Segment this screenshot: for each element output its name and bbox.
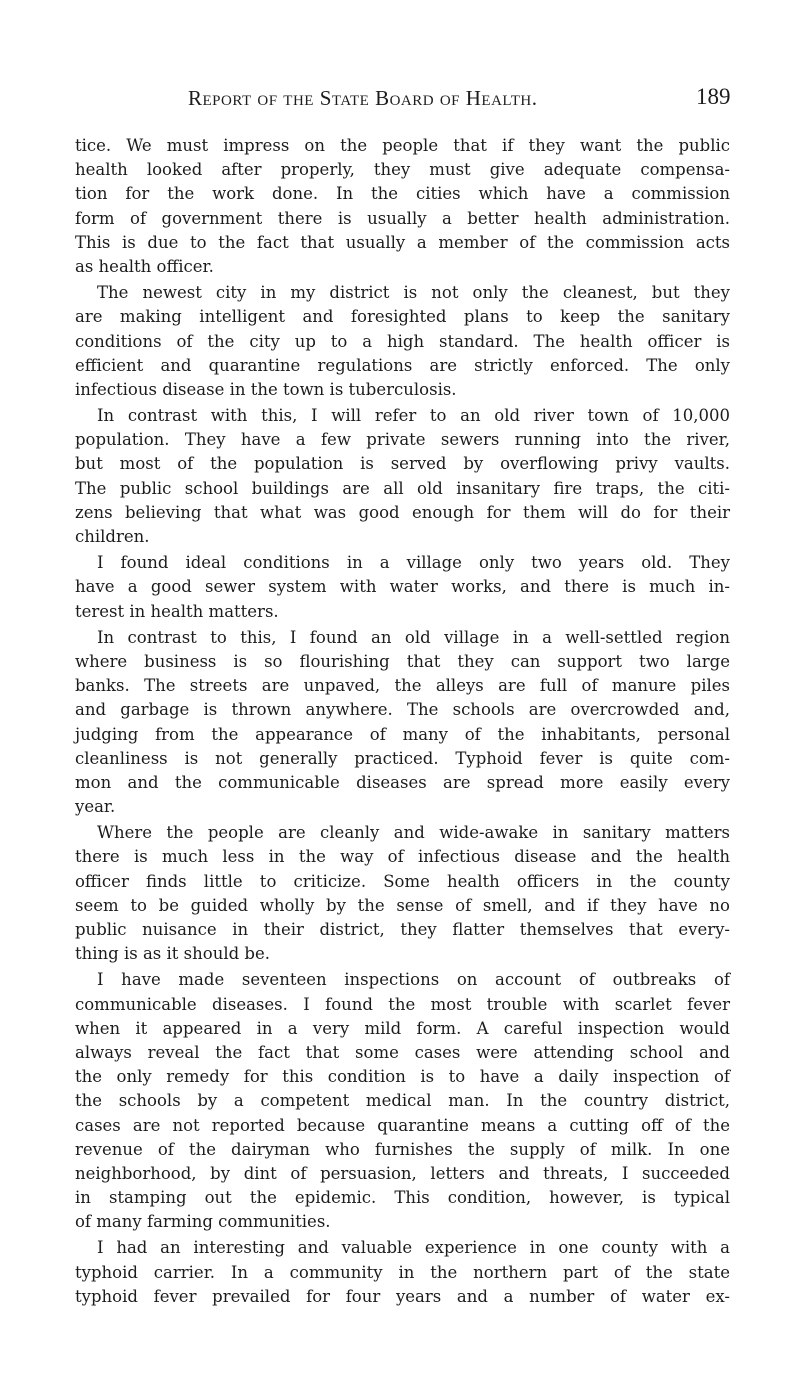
paragraph (75, 551, 730, 624)
text-line: when it appeared in a very mild form. A careful inspection would (75, 1018, 730, 1038)
paragraph (75, 281, 730, 402)
text-line: typhoid carrier. In a community in the northern part of the state (75, 1262, 730, 1282)
paragraph (75, 404, 730, 549)
body-text (75, 134, 730, 1311)
text-line: In contrast with this, I will refer to an old river town of 10,000 (97, 406, 730, 426)
paragraph (75, 968, 730, 1234)
text-line: year. (75, 797, 116, 817)
text-line: tice. We must impress on the people that if they want the public (75, 136, 730, 155)
text-line: conditions of the city up to a high standard. The health officer is (75, 331, 730, 351)
text-line: there is much less in the way of infectious disease and the health (75, 847, 730, 867)
text-line: and garbage is thrown anywhere. The schools are overcrowded and, (75, 700, 730, 720)
paragraph (75, 1236, 730, 1309)
text-line: banks. The streets are unpaved, the alleys are full of manure piles (75, 676, 730, 696)
paragraph (75, 626, 730, 820)
text-line: typhoid fever prevailed for four years and a number of water ex- (75, 1286, 730, 1306)
text-line: judging from the appearance of many of the inhabitants, personal (75, 724, 730, 744)
text-line: the schools by a competent medical man. In the country district, (75, 1091, 730, 1111)
text-line: efficient and quarantine regulations are strictly enforced. The only (75, 355, 730, 375)
text-line: of many farming communities. (75, 1212, 331, 1232)
text-line: neighborhood, by dint of persuasion, letters and threats, I succeeded (75, 1163, 730, 1183)
text-line: children. (75, 527, 150, 546)
text-line: The public school buildings are all old insanitary fire traps, the citi- (75, 478, 730, 498)
text-line: tion for the work done. In the cities which have a commission (75, 184, 730, 204)
text-line: terest in health matters. (75, 601, 279, 621)
paragraph (75, 134, 730, 279)
text-line: health looked after properly, they must give adequate compensa- (75, 160, 730, 180)
text-line: infectious disease in the town is tuberculosis. (75, 379, 457, 399)
text-line: population. They have a few private sewers running into the river, (75, 430, 730, 450)
text-line: officer finds little to criticize. Some health officers in the county (75, 871, 730, 891)
text-line: the only remedy for this condition is to have a daily inspection of (75, 1067, 730, 1087)
paragraph (75, 821, 730, 966)
text-line: public nuisance in their district, they flatter themselves that every- (75, 920, 730, 939)
text-line: but most of the population is served by overflowing privy vaults. (75, 454, 730, 474)
text-line: as health officer. (75, 256, 214, 276)
text-line: communicable diseases. I found the most trouble with scarlet fever (75, 994, 730, 1014)
text-line: thing is as it should be. (75, 944, 270, 964)
text-line: always reveal the fact that some cases were attending school and (75, 1042, 730, 1062)
text-line: where business is so flourishing that they can support two large (75, 651, 730, 671)
text-line: have a good sewer system with water works, and there is much in- (75, 577, 730, 597)
running-header (0, 84, 798, 114)
text-line: In contrast to this, I found an old village in a well-settled region (97, 627, 730, 647)
text-line: form of government there is usually a better health administration. (75, 208, 730, 228)
text-line: I found ideal conditions in a village only two years old. They (97, 553, 730, 573)
text-line: cleanliness is not generally practiced. Typhoid fever is quite com- (75, 748, 730, 768)
text-line: cases are not reported because quarantine means a cutting off of the (75, 1115, 730, 1135)
text-line: revenue of the dairyman who furnishes the supply of milk. In one (75, 1139, 730, 1159)
text-line: mon and the communicable diseases are spread more easily every (75, 772, 730, 792)
text-line: The newest city in my district is not only the cleanest, but they (97, 283, 730, 303)
page-number: 189 (696, 84, 731, 109)
text-line: in stamping out the epidemic. This condition, however, is typical (75, 1188, 730, 1208)
text-line: This is due to the fact that usually a member of the commission acts (75, 232, 730, 252)
text-line: are making intelligent and foresighted plans to keep the sanitary (75, 307, 730, 327)
text-line: zens believing that what was good enough for them will do for their (75, 502, 730, 522)
text-line: I had an interesting and valuable experience in one county with a (97, 1238, 730, 1258)
text-line: Where the people are cleanly and wide-awake in sanitary matters (97, 823, 730, 843)
text-line: I have made seventeen inspections on account of outbreaks of (97, 970, 730, 990)
running-title: Report of the State Board of Health. (188, 86, 538, 110)
text-line: seem to be guided wholly by the sense of smell, and if they have no (75, 895, 730, 915)
